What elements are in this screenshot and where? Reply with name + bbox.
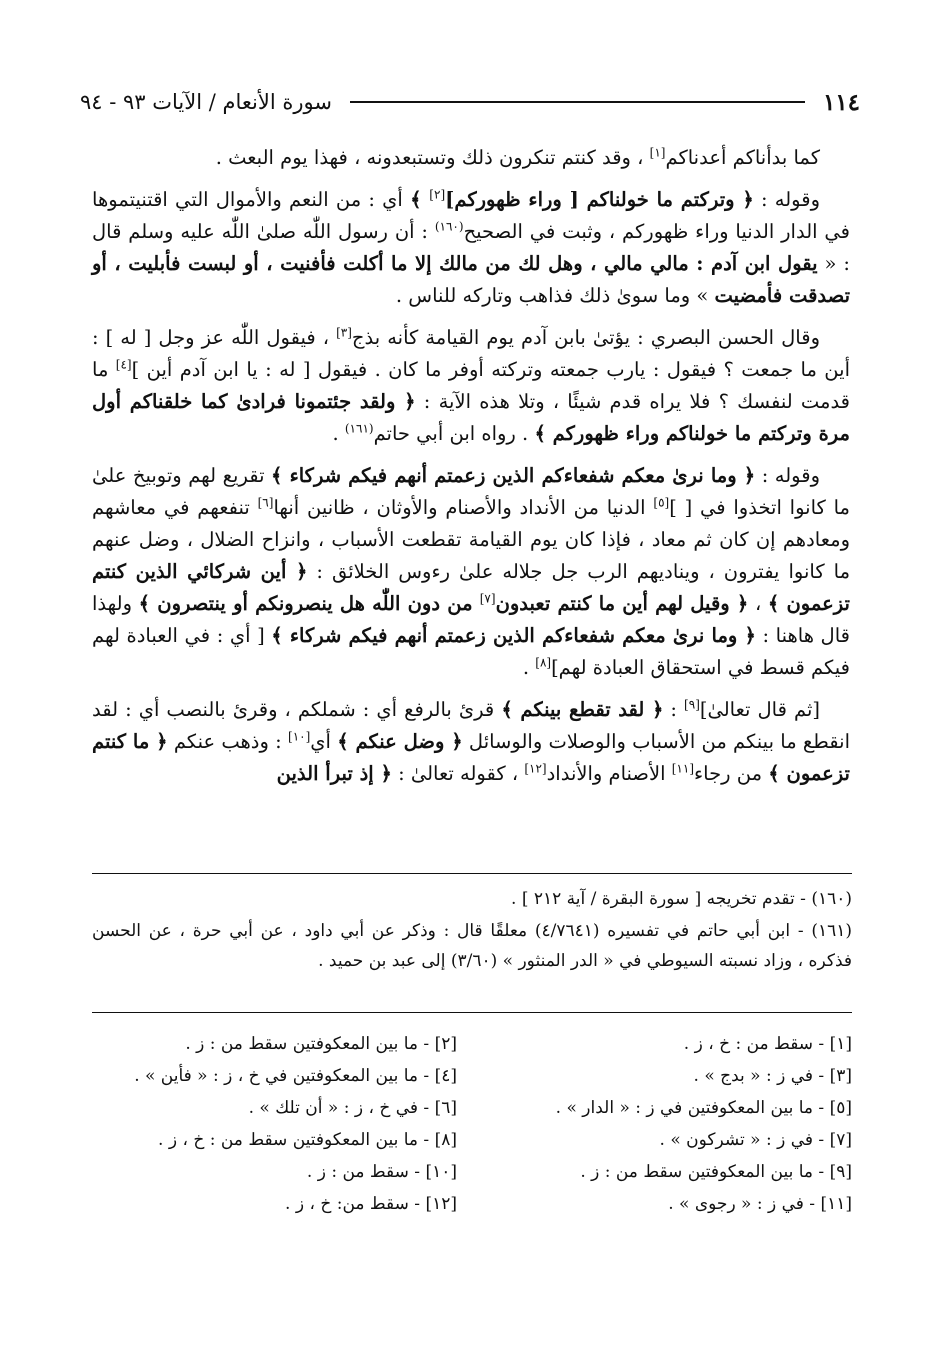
running-title: سورة الأنعام / الآيات ٩٣ - ٩٤: [80, 90, 332, 114]
variants-divider: [92, 1012, 852, 1013]
variant-note: [٥] - ما بين المعكوفتين في ز : « الدار » .: [555, 1098, 852, 1118]
footnote-ref: [١]: [649, 145, 666, 160]
quoted-text: ﴿ ولقد جئتمونا فرادىٰ كما خلقناكم أول مرة وتركتم ما خولناكم وراء ظهوركم ﴾: [92, 390, 850, 445]
footnote-ref: [١٠]: [288, 729, 311, 744]
quoted-text: ﴿ وضل عنكم ﴾: [337, 730, 463, 753]
footnote-ref: (١٦١): [344, 421, 374, 436]
footnote-ref: (١٦٠): [434, 219, 464, 234]
footnote-divider: [92, 873, 852, 874]
footnote: (١٦١) - ابن أبي حاتم في تفسيره (٤/٧٦٤١) معلقًا قال : وذكر عن أبي داود ، عن أبي حرة ، عن الحسن فذكره ، وزاد نسبته السيوطي في « الدر المنثور » (٣/٦٠) إلى عبد بن حميد .: [92, 921, 852, 971]
paragraph: [92, 142, 850, 174]
quoted-text: ﴿ وقيل لهم أين ما كنتم تعبدون: [495, 592, 749, 615]
variant-note: [١١] - في ز : « رجوى » .: [668, 1194, 852, 1214]
manuscript-variants: [92, 1028, 852, 1220]
variant-note: [٧] - في ز : « تشركون » .: [659, 1130, 852, 1150]
variant-note: [٢] - ما بين المعكوفتين سقط من : ز .: [185, 1034, 457, 1054]
footnote-ref: [٨]: [535, 655, 552, 670]
variant-note: [٩] - ما بين المعكوفتين سقط من : ز .: [580, 1162, 852, 1182]
text-run: وقوله :: [755, 464, 820, 487]
text-run: : أن رسول اللّٰه صلىٰ اللّٰه عليه وسلم قال : «: [92, 220, 850, 275]
text-run: .: [522, 656, 536, 679]
footnote-ref: [٤]: [115, 357, 132, 372]
text-run: .: [332, 422, 345, 445]
footnote: (١٦٠) - تقدم تخريجه [ سورة البقرة / آية ٢١٢ ] .: [511, 889, 852, 909]
text-run: تنفعهم في معاشهم ومعادهم إن كان ثم معاد ، فإذا كان يوم القيامة تقطعت الأسباب ، وانزاح الضلال ، وضل عنهم ما كانوا يفترون ، ويناديهم الرب جل جلاله علىٰ رءوس الخلائق :: [92, 496, 851, 583]
paragraph: [92, 184, 850, 312]
quoted-text: من دون اللّٰه هل ينصرونكم أو ينتصرون ﴾: [138, 592, 480, 615]
quoted-text: ﴿ إذ تبرأ الذين: [276, 762, 392, 785]
text-run: الدنيا من الأنداد والأصنام والأوثان ، ظانين أنها: [273, 496, 654, 519]
text-run: : وذهب عنكم: [167, 730, 288, 753]
quoted-text: ﴿ ما كنتم تزعمون ﴾: [92, 730, 850, 785]
footnote-ref: [٧]: [479, 591, 496, 606]
text-run: . رواه ابن أبي حاتم: [373, 422, 535, 445]
footnote-ref: [٦]: [257, 495, 274, 510]
footnote-ref: [٩]: [684, 697, 700, 712]
variant-note: [٤] - ما بين المعكوفتين في خ ، ز : « فأين » .: [134, 1066, 457, 1086]
text-run: من رجاء: [694, 762, 769, 785]
paragraph: [92, 322, 850, 450]
text-run: وقال الحسن البصري : يؤتىٰ بابن آدم يوم القيامة كأنه بذج: [351, 326, 820, 349]
variant-note: [٨] - ما بين المعكوفتين سقط من : خ ، ز .: [158, 1130, 457, 1150]
footnote-ref: [٥]: [653, 495, 670, 510]
text-run: قرئ بالرفع أي : شملكم ، وقرئ بالنصب أي : لقد انقطع ما بينكم من الأسباب والوصلات والوسائل: [92, 698, 850, 753]
text-run: الأصنام والأنداد: [546, 762, 672, 785]
text-run: كما بدأناكم أعدناكم: [665, 146, 820, 169]
footnote-ref: [١٢]: [524, 761, 547, 776]
variant-note: [١٠] - سقط من : ز .: [306, 1162, 457, 1182]
header-rule: [350, 101, 805, 103]
text-run: :: [663, 698, 685, 721]
main-text: [92, 142, 850, 800]
quoted-text: ﴿ أين شركائي الذين كنتم تزعمون ﴾: [92, 560, 850, 615]
text-run: ، كقوله تعالىٰ :: [391, 762, 525, 785]
text-run: وقوله :: [753, 188, 820, 211]
text-run: أي: [310, 730, 338, 753]
quoted-text: ﴿ وما نرىٰ معكم شفعاءكم الذين زعمتم أنهم فيكم شركاء ﴾: [271, 464, 756, 487]
text-run: أي : من النعم والأموال التي اقتنيتموها في الدار الدنيا وراء ظهوركم ، وثبت في الصحيح: [92, 188, 850, 243]
variant-note: [٦] - في خ ، ز : « أن تلك » .: [248, 1098, 457, 1118]
text-run: تقريع لهم وتوبيخ علىٰ ما كانوا اتخذوا في [ ]: [92, 464, 850, 519]
variant-note: [١٢] - سقط من: خ ، ز .: [285, 1194, 457, 1214]
quoted-text: يقول ابن آدم : مالي مالي ، وهل لك من مالك إلا ما أكلت فأفنيت ، أو لبست فأبليت ، أو تصدقت فأمضيت: [92, 252, 850, 307]
quoted-text: ﴿ وتركتم ما خولناكم [ وراء ظهوركم]: [445, 188, 754, 211]
text-run: [ثم قال تعالىٰ]: [699, 698, 820, 721]
text-run: ، وقد كنتم تنكرون ذلك وتستبعدونه ، فهذا يوم البعث .: [215, 146, 650, 169]
quoted-text: ﴿ لقد تقطع بينكم ﴾: [501, 698, 664, 721]
page-number: ١١٤: [822, 88, 860, 116]
text-run: » وما سوىٰ ذلك فذاهب وتاركه للناس .: [395, 284, 715, 307]
quoted-text: ﴾: [410, 188, 430, 211]
text-run: ،: [748, 592, 768, 615]
paragraph: [92, 460, 850, 684]
footnote-ref: [١١]: [671, 761, 694, 776]
footnote-ref: [٢]: [429, 187, 446, 202]
paragraph: [92, 694, 850, 790]
text-run: ولهذا قال هاهنا :: [92, 592, 850, 647]
footnote-ref: [٣]: [336, 325, 352, 340]
text-run: ما قدمت لنفسك ؟ فلا يراه قدم شيئًا ، وتلا هذه الآية :: [92, 358, 851, 413]
variant-note: [١] - سقط من : خ ، ز .: [683, 1034, 852, 1054]
text-run: ، فيقول اللّٰه عز وجل [ له ] : أين ما جمعت ؟ فيقول : يارب جمعته وتركته أوفر ما كان . فيقول [ له : يا ابن آدم أين ]: [92, 326, 850, 381]
footnotes: [92, 884, 852, 978]
quoted-text: ﴿ وما نرىٰ معكم شفعاءكم الذين زعمتم أنهم فيكم شركاء ﴾: [271, 624, 756, 647]
variant-note: [٣] - في ز : « بدج » .: [693, 1066, 852, 1086]
page-header: [80, 82, 860, 122]
text-run: [ أي : في العبادة لهم فيكم قسط في استحقاق العبادة لهم]: [92, 624, 850, 679]
